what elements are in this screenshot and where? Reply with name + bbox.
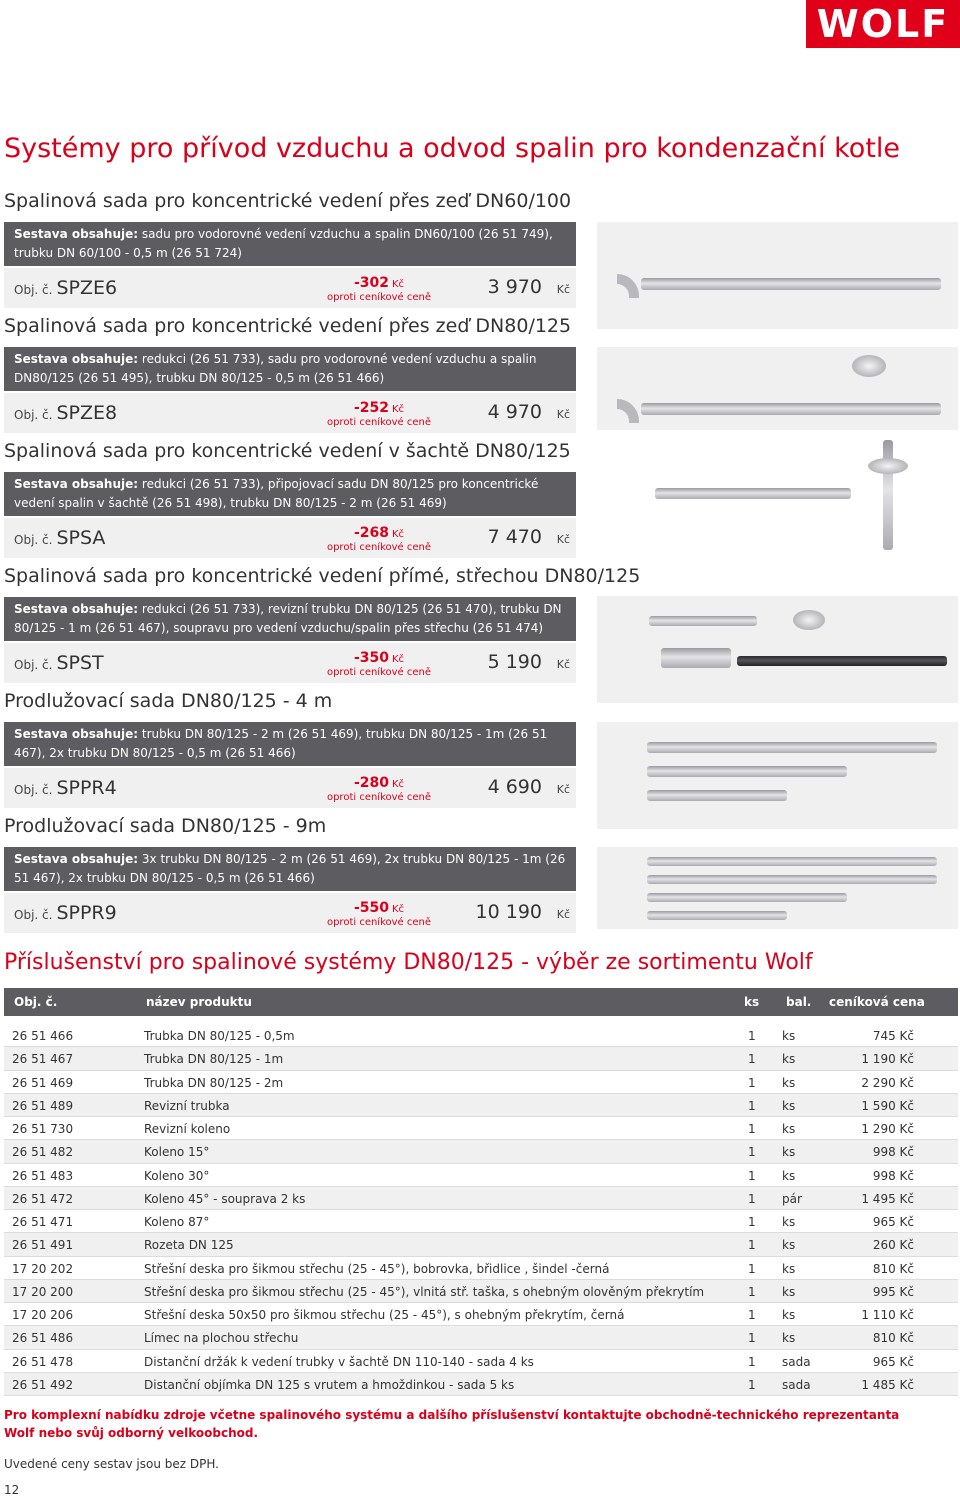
cell-price: 1 190 Kč [861,1052,914,1067]
cell-name: Trubka DN 80/125 - 2m [144,1075,284,1090]
discount-currency: Kč [391,654,405,665]
cell-price: 1 495 Kč [861,1191,914,1206]
cell-price: 260 Kč [872,1238,914,1253]
cell-bal: ks [782,1029,796,1043]
pipe-image [641,403,941,415]
cell-ks: 1 [748,1191,756,1206]
cell-ks: 1 [748,1238,756,1253]
set-description [4,722,576,766]
product-code: SPPR4 [56,777,117,799]
pipe-1m-image [647,766,847,777]
cell-obj: 17 20 200 [12,1284,74,1299]
table-row [4,1187,958,1210]
page-number: 12 [4,1483,20,1497]
price: 3 970 [487,276,542,298]
product-code: SPST [56,652,104,674]
cell-ks: 1 [748,1098,756,1113]
desc-text: trubku DN 80/125 - 2 m (26 51 469), trubku DN 80/125 - 1m (26 51 467), 2x trubku DN 80/125 - 0,5 m (26 51 466) [14,727,548,760]
discount-value: -268 [353,525,389,541]
cell-bal: ks [782,1052,796,1067]
cell-ks: 1 [748,1122,756,1136]
cell-name: Límec na plochou střechu [144,1331,299,1346]
discount-note: oproti ceníkové ceně [326,417,432,428]
product-image-sppr4 [597,722,958,829]
cell-name: Distanční objímka DN 125 s vrutem a hmoždinkou - sada 5 ks [144,1377,515,1392]
price-row [4,268,576,308]
price-row [4,393,576,433]
cell-bal: ks [782,1215,796,1229]
cell-obj: 26 51 467 [12,1052,74,1067]
cell-name: Střešní deska pro šikmou střechu (25 - 45°), bobrovka, břidlice , šindel -černá [144,1261,610,1276]
cell-price: 2 290 Kč [861,1075,914,1090]
price: 10 190 [475,901,542,923]
pipe-05m-image [647,790,787,801]
table-row [4,1303,958,1326]
logo-text: WOLF [816,2,950,46]
cell-obj: 26 51 472 [12,1191,74,1206]
set-description [4,472,576,516]
table-row [4,1164,958,1187]
table-header [4,988,958,1016]
cell-price: 1 290 Kč [861,1122,914,1136]
cell-price: 1 485 Kč [861,1377,914,1392]
vat-note: Uvedené ceny sestav jsou bez DPH. [4,1457,219,1471]
cell-ks: 1 [748,1145,756,1160]
cell-name: Distanční držák k vedení trubky v šachtě DN 110-140 - sada 4 ks [144,1354,534,1369]
discount-currency: Kč [391,404,405,415]
cell-price: 998 Kč [872,1145,914,1160]
pipe-image [647,857,937,866]
pipe-image [655,488,851,499]
cell-obj: 26 51 469 [12,1075,74,1090]
header-bal: bal. [786,995,812,1009]
pipe-image [647,875,937,884]
desc-text: sadu pro vodorovné vedení vzduchu a spalin DN60/100 (26 51 749), trubku DN 60/100 - 0,5 m (26 51 724) [14,227,553,260]
product-code: SPPR9 [56,902,117,924]
order-number [14,527,105,549]
set-title: Spalinová sada pro koncentrické vedení v šachtě DN80/125 [4,440,571,462]
order-number [14,402,117,424]
page-title: Systémy pro přívod vzduchu a odvod spalin pro kondenzační kotle [4,133,901,164]
discount [324,397,434,428]
product-image-spsa [597,430,958,565]
discount-value: -302 [353,275,389,291]
cell-ks: 1 [748,1377,756,1392]
vertical-pipe-image [883,440,893,550]
discount-value: -350 [353,650,389,666]
price: 4 970 [487,401,542,423]
elbow-image [617,274,639,298]
table-row [4,1047,958,1070]
table-row [4,1140,958,1163]
discount [324,522,434,553]
cell-bal: ks [782,1122,796,1136]
cell-price: 998 Kč [872,1168,914,1183]
cell-name: Koleno 15° [144,1145,210,1160]
desc-label: Sestava obsahuje: [14,352,139,366]
cell-ks: 1 [748,1029,756,1043]
cell-obj: 26 51 730 [12,1122,74,1136]
cell-bal: ks [782,1145,796,1160]
cell-ks: 1 [748,1284,756,1299]
set-title: Prodlužovací sada DN80/125 - 9m [4,815,327,837]
cell-name: Střešní deska pro šikmou střechu (25 - 45°), vlnitá stř. taška, s ohebným olověným překrytím [144,1284,705,1299]
cell-price: 810 Kč [872,1261,914,1276]
cell-price: 745 Kč [872,1029,914,1043]
cell-obj: 26 51 466 [12,1029,74,1043]
cell-obj: 26 51 489 [12,1098,74,1113]
cell-obj: 26 51 491 [12,1238,74,1253]
discount [324,272,434,303]
cell-obj: 26 51 486 [12,1331,74,1346]
cell-bal: ks [782,1331,796,1346]
cell-ks: 1 [748,1354,756,1369]
cell-name: Koleno 45° - souprava 2 ks [144,1191,306,1206]
set-description [4,597,576,641]
price-currency: Kč [556,658,570,671]
cell-price: 965 Kč [872,1215,914,1229]
set-title: Prodlužovací sada DN80/125 - 4 m [4,690,333,712]
discount-value: -280 [353,775,389,791]
inspection-pipe-image [661,648,731,668]
obj-label: Obj. č. [14,533,53,547]
desc-text: redukci (26 51 733), revizní trubku DN 80/125 (26 51 470), trubku DN 80/125 - 1 m (26 51 467), soupravu pro vedení vzduchu/spalin přes střechu (26 51 474) [14,602,562,635]
contact-note: Pro komplexní nabídku zdroje včetne spalinového systému a dalšího příslušenství kontaktujte obchodně-technického reprezentanta Wolf nebo svůj odborný velkoobchod. [4,1408,900,1440]
table-row [4,1280,958,1303]
desc-label: Sestava obsahuje: [14,727,139,741]
cell-name: Střešní deska 50x50 pro šikmou střechu (25 - 45°), s ohebným překrytím, černá [144,1308,625,1322]
discount-value: -550 [353,900,389,916]
table-row [4,1257,958,1280]
cell-price: 810 Kč [872,1331,914,1346]
table-row [4,1024,958,1047]
cell-ks: 1 [748,1331,756,1346]
desc-label: Sestava obsahuje: [14,852,139,866]
cell-bal: ks [782,1238,796,1253]
cell-price: 995 Kč [872,1284,914,1299]
cell-price: 1 110 Kč [861,1308,914,1322]
set-description [4,222,576,266]
accessories-table [4,988,958,1396]
table-row [4,1210,958,1233]
price-currency: Kč [556,908,570,921]
discount-note: oproti ceníkové ceně [326,292,432,303]
obj-label: Obj. č. [14,408,53,422]
cell-name: Rozeta DN 125 [144,1238,234,1253]
price-currency: Kč [556,783,570,796]
table-row [4,1071,958,1094]
cell-bal: ks [782,1261,796,1276]
order-number [14,652,104,674]
header-name: název produktu [146,995,252,1009]
cell-bal: sada [782,1354,811,1369]
wolf-logo [806,0,960,48]
discount-note: oproti ceníkové ceně [326,667,432,678]
cell-obj: 26 51 483 [12,1168,74,1183]
set-description [4,847,576,891]
cell-name: Revizní koleno [144,1122,231,1136]
price: 7 470 [487,526,542,548]
product-image-sppr9 [597,847,958,929]
roof-terminal-image [737,656,947,666]
cell-bal: ks [782,1284,796,1299]
obj-label: Obj. č. [14,283,53,297]
pipe-image [647,911,787,920]
cell-ks: 1 [748,1261,756,1276]
product-image-spze6 [597,222,958,329]
discount-currency: Kč [391,279,405,290]
discount-note: oproti ceníkové ceně [326,542,432,553]
discount [324,897,434,928]
cell-bal: ks [782,1168,796,1183]
set-description [4,347,576,391]
price: 5 190 [487,651,542,673]
discount-currency: Kč [391,904,405,915]
cell-ks: 1 [748,1308,756,1322]
set-title: Spalinová sada pro koncentrické vedení přes zeď DN80/125 [4,315,572,337]
cell-price: 1 590 Kč [861,1098,914,1113]
discount [324,772,434,803]
product-image-spst [597,596,958,703]
discount-note: oproti ceníkové ceně [326,792,432,803]
cell-obj: 17 20 206 [12,1308,74,1322]
table-row [4,1094,958,1117]
header-ks: ks [744,995,760,1009]
discount-currency: Kč [391,779,405,790]
table-row [4,1373,958,1396]
cell-ks: 1 [748,1052,756,1067]
pipe-image [647,893,847,902]
obj-label: Obj. č. [14,908,53,922]
product-code: SPSA [56,527,106,549]
discount [324,647,434,678]
desc-label: Sestava obsahuje: [14,477,139,491]
price-row [4,768,576,808]
header-obj: Obj. č. [14,995,58,1009]
cell-ks: 1 [748,1075,756,1090]
price-row [4,893,576,933]
order-number [14,902,117,924]
cell-obj: 17 20 202 [12,1261,74,1276]
price-currency: Kč [556,533,570,546]
adapter-image [852,355,886,377]
table-row [4,1326,958,1349]
table-body [4,1016,958,1396]
price-currency: Kč [556,283,570,296]
plate-image [868,458,908,474]
order-number [14,277,117,299]
desc-text: 3x trubku DN 80/125 - 2 m (26 51 469), 2x trubku DN 80/125 - 1m (26 51 467), 2x trubku DN 80/125 - 0,5 m (26 51 466) [14,852,566,885]
adapter-image [793,610,825,630]
price-row [4,518,576,558]
table-row [4,1350,958,1373]
cell-name: Koleno 30° [144,1168,210,1183]
short-pipe-image [649,616,757,626]
cell-bal: sada [782,1377,811,1392]
cell-obj: 26 51 471 [12,1215,74,1229]
cell-obj: 26 51 482 [12,1145,74,1160]
cell-bal: ks [782,1308,796,1322]
price: 4 690 [487,776,542,798]
cell-bal: ks [782,1098,796,1113]
discount-currency: Kč [391,529,405,540]
cell-ks: 1 [748,1215,756,1229]
price-row [4,643,576,683]
cell-price: 965 Kč [872,1354,914,1369]
order-number [14,777,117,799]
table-row [4,1117,958,1140]
cell-name: Trubka DN 80/125 - 1m [144,1052,284,1067]
obj-label: Obj. č. [14,658,53,672]
product-code: SPZE6 [56,277,118,299]
cell-obj: 26 51 478 [12,1354,74,1369]
table-row [4,1233,958,1256]
cell-name: Revizní trubka [144,1098,230,1113]
pipe-2m-image [647,742,937,753]
header-price: ceníková cena [829,995,925,1009]
elbow-image [617,399,639,423]
desc-label: Sestava obsahuje: [14,602,139,616]
desc-label: Sestava obsahuje: [14,227,139,241]
cell-bal: ks [782,1075,796,1090]
cell-ks: 1 [748,1168,756,1183]
set-title: Spalinová sada pro koncentrické vedení přes zeď DN60/100 [4,190,572,212]
pipe-image [641,278,941,290]
cell-obj: 26 51 492 [12,1377,74,1392]
discount-value: -252 [353,400,389,416]
discount-note: oproti ceníkové ceně [326,917,432,928]
set-title: Spalinová sada pro koncentrické vedení přímé, střechou DN80/125 [4,565,641,587]
obj-label: Obj. č. [14,783,53,797]
desc-text: redukci (26 51 733), připojovací sadu DN 80/125 pro koncentrické vedení spalin v šachtě (26 51 498), trubku DN 80/125 - 2 m (26 51 469) [14,477,539,510]
price-currency: Kč [556,408,570,421]
cell-name: Koleno 87° [144,1215,210,1229]
cell-bal: pár [782,1191,802,1206]
accessories-title: Příslušenství pro spalinové systémy DN80/125 - výběr ze sortimentu Wolf [4,950,813,975]
cell-name: Trubka DN 80/125 - 0,5m [144,1029,295,1043]
product-code: SPZE8 [56,402,118,424]
desc-text: redukci (26 51 733), sadu pro vodorovné vedení vzduchu a spalin DN80/125 (26 51 495), trubku DN 80/125 - 0,5 m (26 51 466) [14,352,537,385]
